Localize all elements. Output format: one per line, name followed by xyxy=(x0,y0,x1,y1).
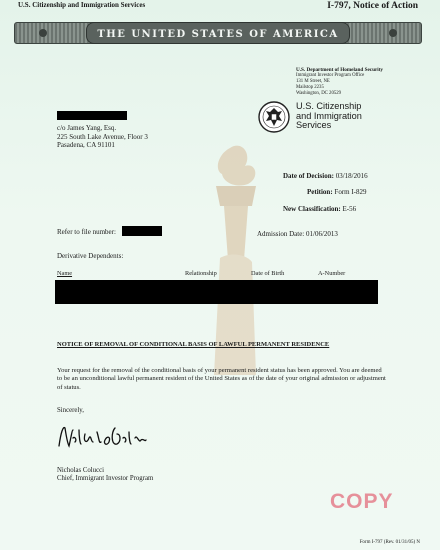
agency-line: 131 M Street, NE xyxy=(296,79,330,85)
new-classification xyxy=(283,205,356,213)
notice-title: NOTICE OF REMOVAL OF CONDITIONAL BASIS OF LAWFUL PERMANENT RESIDENCE xyxy=(57,341,330,348)
logo-line: Services xyxy=(296,120,332,131)
dhs-seal-icon xyxy=(258,101,290,133)
agency-address xyxy=(296,67,383,97)
uscis-logo-text xyxy=(296,102,362,131)
signer-title: Chief, Immigrant Investor Program xyxy=(57,475,154,483)
banner-text: THE UNITED STATES OF AMERICA xyxy=(97,29,339,40)
form-footer: Form I-797 (Rev. 01/31/05) N xyxy=(359,540,420,545)
address-line: c/o James Yang, Esq. xyxy=(57,124,117,132)
petition-label: Petition: xyxy=(307,188,333,196)
dependents-title: Derivative Dependents: xyxy=(57,252,124,260)
notice-body: Your request for the removal of the conditional basis of your permanent resident status has been approved. You are deemed to be an unconditional lawful permanent resident of the United States as of the date of your original admission or adjustment of status. xyxy=(57,367,386,391)
column-header-relationship: Relationship xyxy=(185,270,217,277)
banner-plate xyxy=(86,22,349,44)
address-line: 225 South Lake Avenue, Floor 3 xyxy=(57,132,148,141)
statue-of-liberty-watermark xyxy=(190,140,280,375)
redacted-name xyxy=(57,111,127,120)
redacted-file-number xyxy=(122,226,162,236)
usa-banner xyxy=(14,22,422,44)
form-title: I-797, Notice of Action xyxy=(327,1,418,11)
banner-ornament-left-icon xyxy=(39,29,47,37)
agency-line: Mailstop 2235 xyxy=(296,85,324,91)
agency-header: U.S. Citizenship and Immigration Services xyxy=(18,1,146,9)
column-header-name: Name xyxy=(57,270,73,277)
redacted-dependents-row xyxy=(55,280,378,304)
signer-name: Nicholas Colucci xyxy=(57,467,105,474)
decision-date xyxy=(283,172,368,180)
logo-line: and Immigration xyxy=(296,110,362,121)
banner-ornament-right-icon xyxy=(389,29,397,37)
logo-line: U.S. Citizenship xyxy=(296,101,362,111)
decision-label: Date of Decision: xyxy=(283,172,334,180)
agency-line: Immigrant Investor Program Office xyxy=(296,73,365,79)
address-line: Pasadena, CA 91101 xyxy=(57,141,115,150)
recipient-address xyxy=(57,124,148,150)
classification-value: E-56 xyxy=(342,205,357,213)
signature xyxy=(55,420,150,452)
agency-line: U.S. Department of Homeland Security xyxy=(296,67,384,73)
petition xyxy=(307,188,367,196)
column-header-anumber: A-Number xyxy=(318,270,346,277)
copy-stamp: COPY xyxy=(330,490,394,513)
file-number-label: Refer to file number: xyxy=(57,228,116,236)
classification-label: New Classification: xyxy=(283,205,341,213)
admission-date xyxy=(257,230,338,238)
decision-value: 03/18/2016 xyxy=(335,172,368,180)
agency-line: Washington, DC 20529 xyxy=(296,91,342,97)
signer-block xyxy=(57,467,153,484)
admission-label: Admission Date: xyxy=(257,230,305,238)
petition-value: Form I-829 xyxy=(334,188,367,196)
admission-value: 01/06/2013 xyxy=(306,230,338,238)
salutation: Sincerely, xyxy=(57,407,84,414)
column-header-dob: Date of Birth xyxy=(251,270,285,277)
